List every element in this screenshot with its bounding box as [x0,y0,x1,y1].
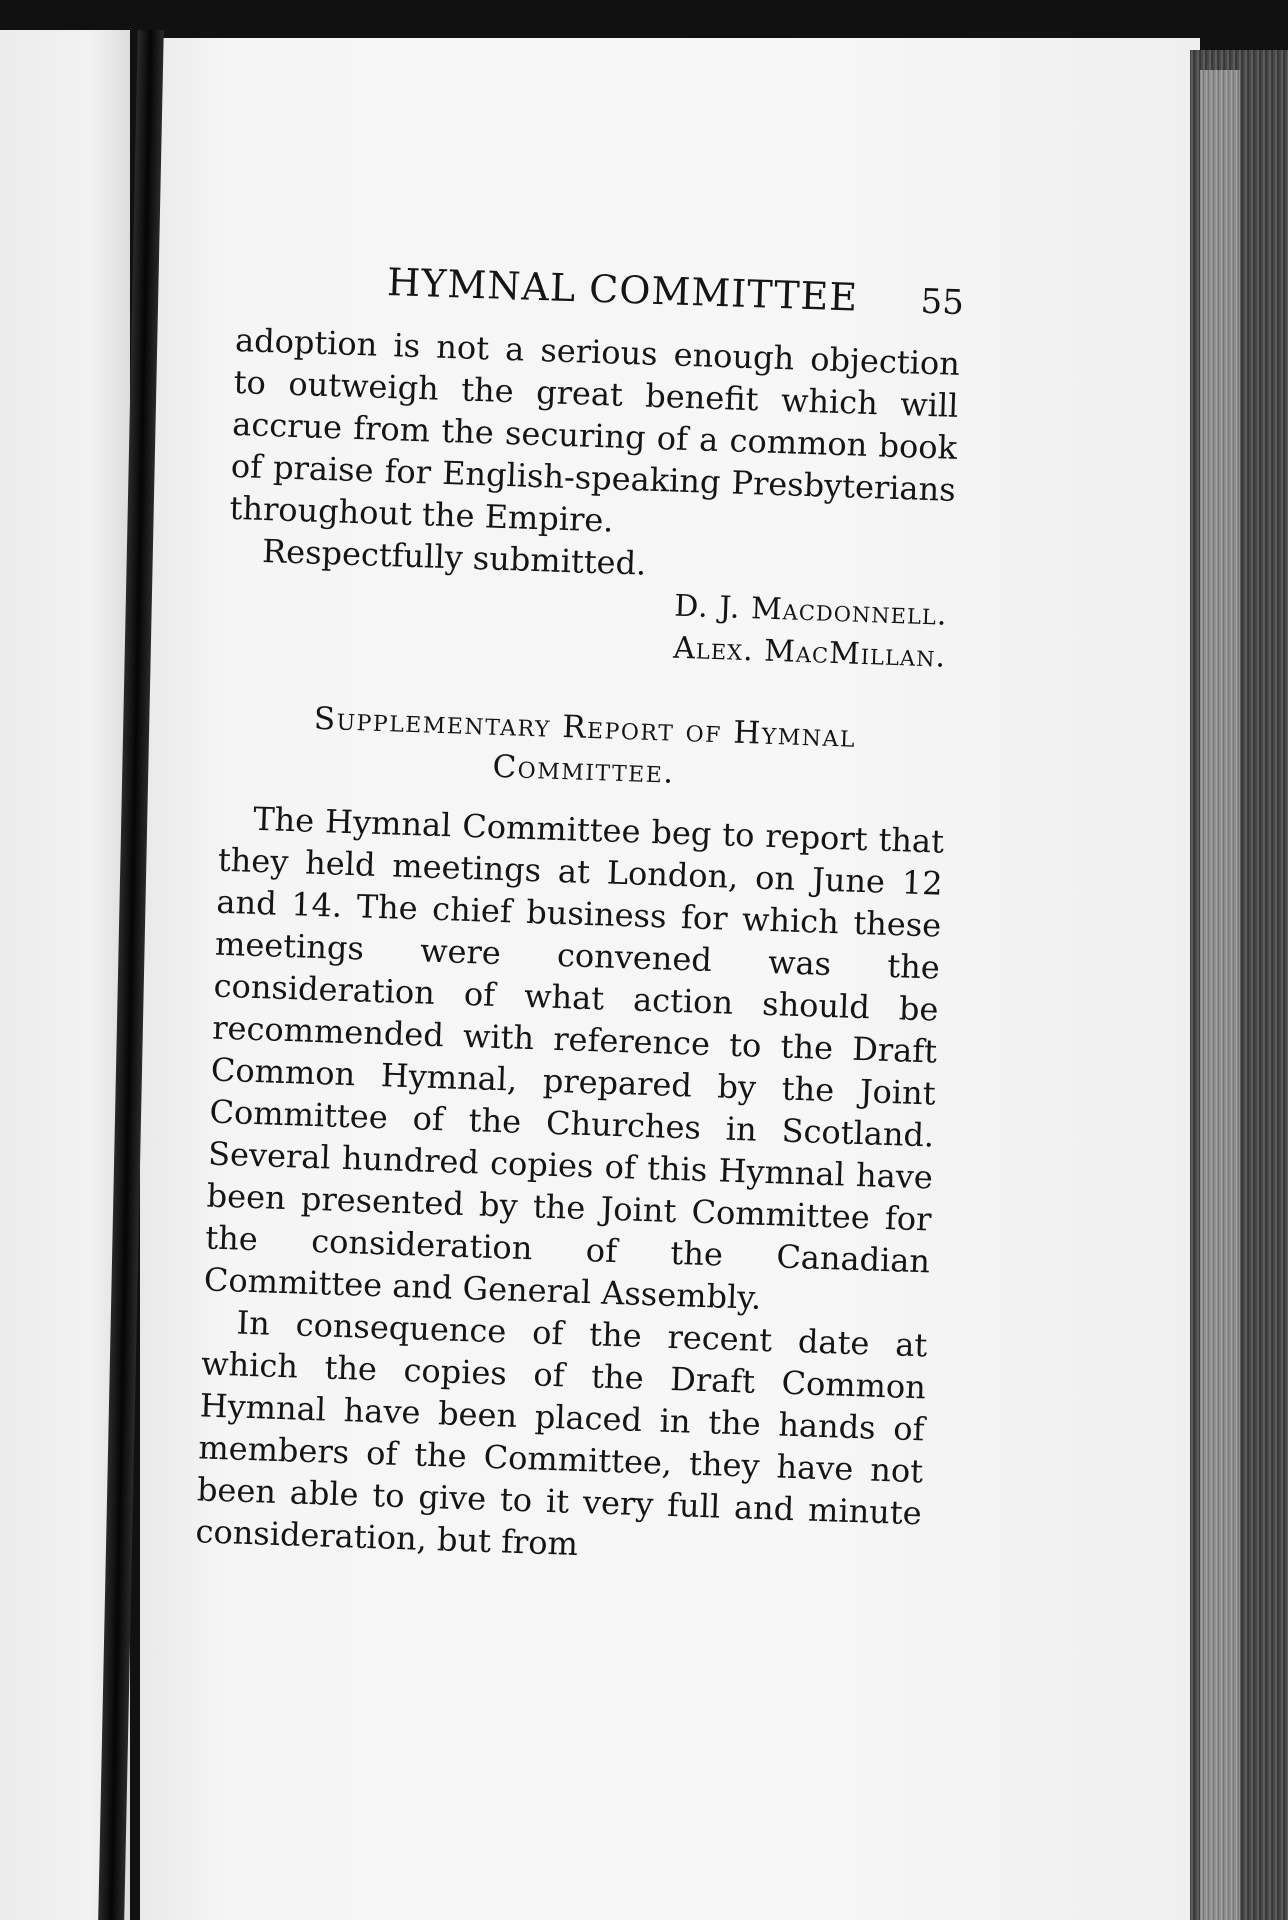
section-heading: Supplementary Report of Hymnal Committee. [313,700,857,791]
running-head-title: HYMNAL COMMITTEE [386,259,859,320]
signatory-macmillan: Alex. MacMillan. [672,630,947,675]
closing-line: Respectfully submitted. [261,531,647,583]
paragraph-continuation: adoption is not a serious enough objection to outweigh the great benefit which will accrue from the securing of a common book of praise for English-speaking Presbyterians throughout the Empire. [228,320,961,540]
paragraph-report: The Hymnal Committee beg to report that they held meetings at London, on June 12 and 14. The chief business for which these meetings were convened was the consideration of what action should be recommended with reference to the Draft Common Hymnal, prepared by the Joint Committee of the Churches in Scotland. Several hundred copies of this Hymnal have been presented by the Joint Committee for the consideration of the Canadian Committee and General Assembly. [203,799,945,1317]
page-number: 55 [919,281,965,324]
page-text-block [195,255,963,1576]
page-stack-edge-highlight [1200,70,1240,1920]
signatory-macdonnell: D. J. Macdonnell. [673,588,949,633]
paragraph-consequence: In consequence of the recent date at which the copies of the Draft Common Hymnal have been placed in the hands of members of the Committee, they have not been able to give to it very full and minute consideration, but from [195,1303,928,1563]
